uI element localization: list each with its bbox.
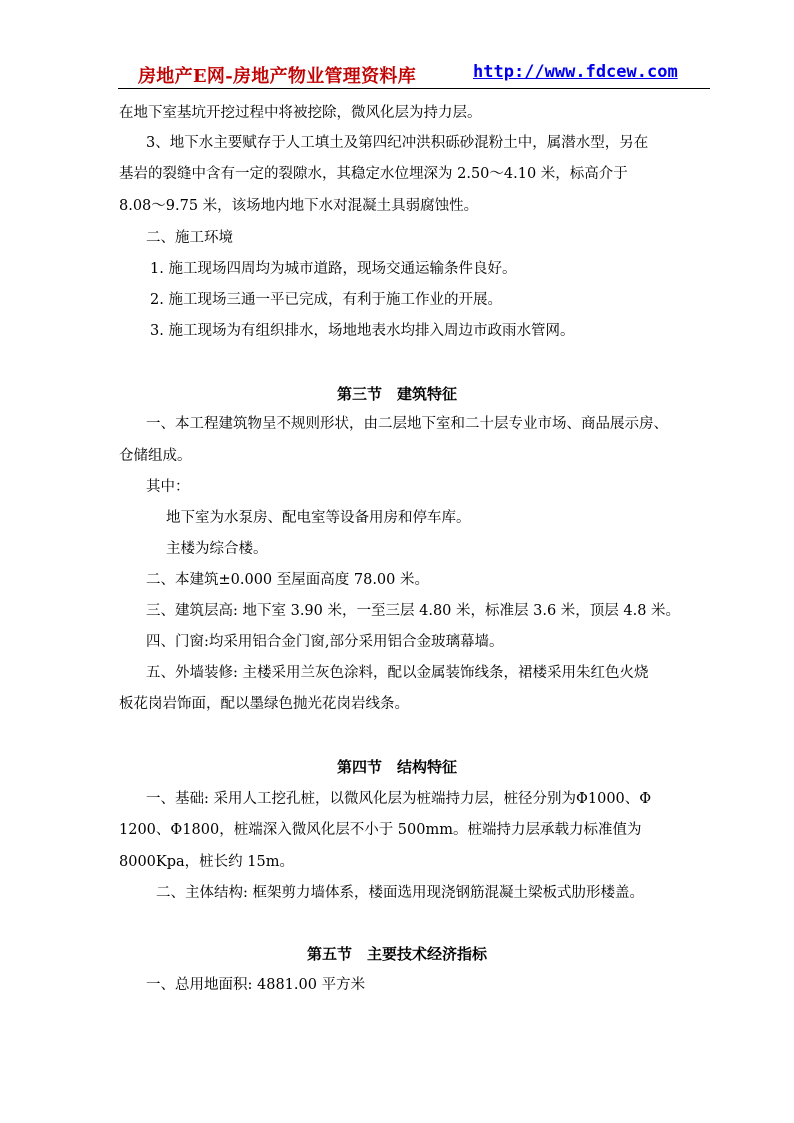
body-line: 在地下室基坑开挖过程中将被挖除，微风化层为持力层。 [119,105,482,121]
header-title: 房地产E网-房地产物业管理资料库 [138,66,416,87]
body-line: 其中： [146,479,190,495]
body-line: 五、外墙装修: 主楼采用兰灰色涂料，配以金属装饰线条，裙楼采用朱红色火烧 [146,665,649,681]
header-url-link[interactable]: http://www.fdcew.com [473,62,678,82]
body-line: 一、总用地面积: 4881.00 平方米 [146,977,366,993]
body-line: 3. 施工现场为有组织排水，场地地表水均排入周边市政雨水管网。 [150,323,575,339]
body-line: 2. 施工现场三通一平已完成，有利于施工作业的开展。 [150,292,502,308]
section-heading: 第三节 建筑特征 [336,385,457,403]
body-line: 1. 施工现场四周均为城市道路，现场交通运输条件良好。 [150,261,517,277]
body-line: 二、本建筑±0.000 至屋面高度 78.00 米。 [146,572,429,588]
body-line: 8000Kpa，桩长约 15m。 [119,854,294,870]
body-line: 二、施工环境 [146,230,233,246]
body-line: 一、本工程建筑物呈不规则形状，由二层地下室和二十层专业市场、商品展示房、 [146,416,668,432]
body-line: 主楼为综合楼。 [166,541,268,557]
body-line: 仓储组成。 [119,448,192,464]
body-line: 3、地下水主要赋存于人工填土及第四纪冲洪积砾砂混粉土中，属潜水型，另在 [146,135,649,151]
body-line: 地下室为水泵房、配电室等设备用房和停车库。 [166,510,471,526]
body-line: 基岩的裂缝中含有一定的裂隙水，其稳定水位埋深为 2.50～4.10 米，标高介于 [119,166,628,182]
body-line: 板花岗岩饰面，配以墨绿色抛光花岗岩线条。 [119,696,409,712]
body-line: 四、门窗:均采用铝合金门窗,部分采用铝合金玻璃幕墙。 [146,634,504,650]
section-heading: 第五节 主要技术经济指标 [306,945,487,963]
body-line: 8.08～9.75 米，该场地内地下水对混凝土具弱腐蚀性。 [119,198,479,214]
body-line: 三、建筑层高: 地下室 3.90 米，一至三层 4.80 米，标准层 3.6 米，顶层 4.8 米。 [146,603,681,619]
page-header [118,58,710,89]
section-heading: 第四节 结构特征 [336,758,457,776]
body-line: 一、基础: 采用人工挖孔桩，以微风化层为桩端持力层，桩径分别为Φ1000、Φ [146,791,652,807]
body-line: 1200、Φ1800，桩端深入微风化层不小于 500mm。桩端持力层承载力标准值为 [119,822,642,838]
body-line: 二、主体结构: 框架剪力墙体系，楼面选用现浇钢筋混凝土梁板式肋形楼盖。 [156,885,644,901]
